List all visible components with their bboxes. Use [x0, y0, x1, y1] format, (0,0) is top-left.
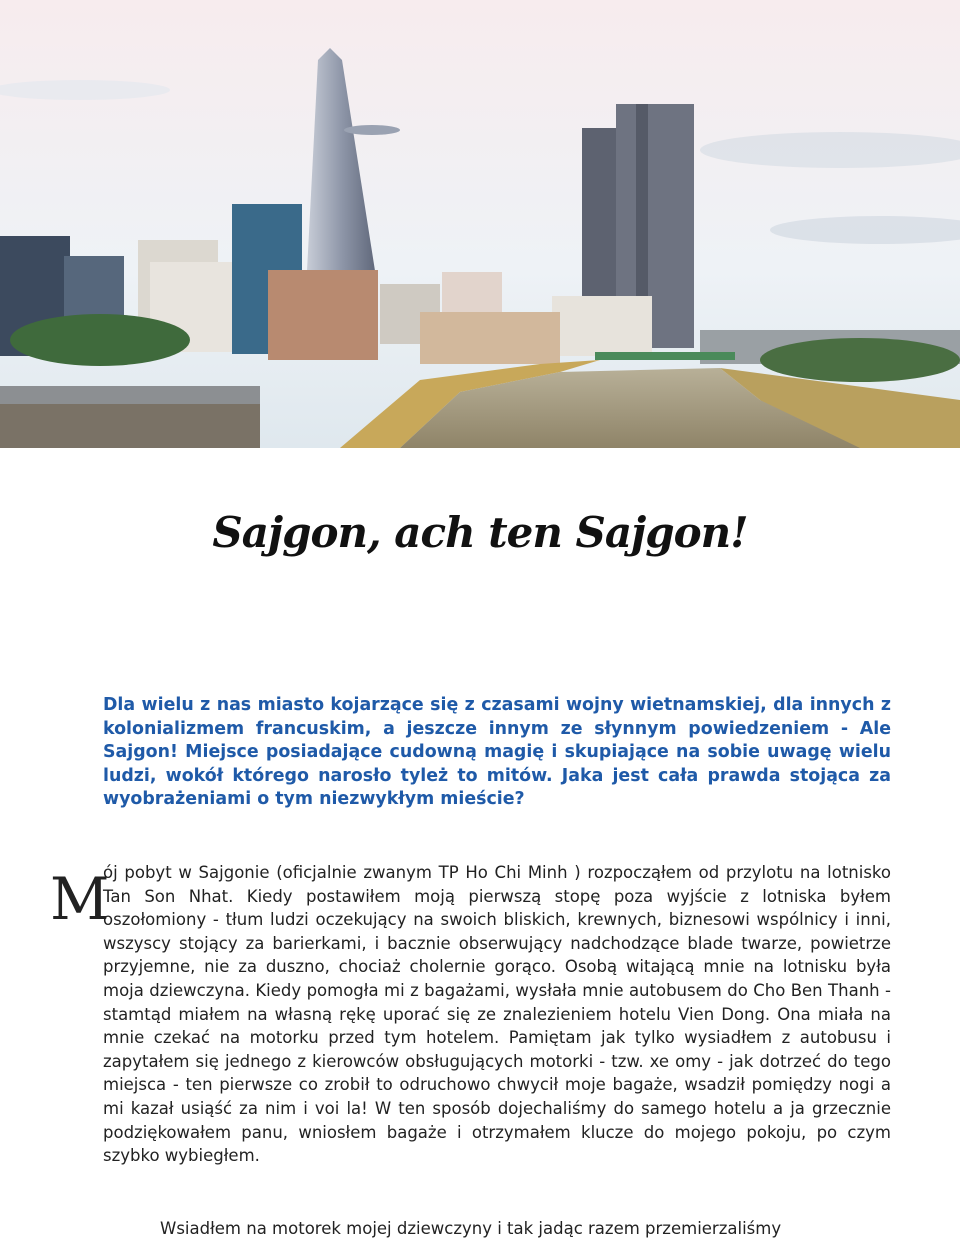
- body-paragraph-2: Wsiadłem na motorek mojej dziewczyny i tak jadąc razem przemierzaliśmy: [160, 1219, 782, 1238]
- drop-cap: M: [50, 865, 110, 933]
- page-title: Sajgon, ach ten Sajgon!: [212, 508, 748, 557]
- lead-paragraph: Dla wielu z nas miasto kojarzące się z czasami wojny wietnamskiej, dla innych z kolonializmem francuskim, a jeszcze innym ze słynnym powiedzeniem - Ale Sajgon! Miejsce posiadające cudowną magię i skupiające na sobie uwagę wielu ludzi, wokół którego narosło tyleż to mitów. Jaka jest cała prawda stojąca za wyobrażeniami o tym niezwykłym mieście?: [103, 695, 891, 810]
- body-paragraph: ój pobyt w Sajgonie (oficjalnie zwanym TP Ho Chi Minh ) rozpocząłem od przylotu na lotnisko Tan Son Nhat. Kiedy postawiłem moją pierwszą stopę poza wyjście z lotniska byłem oszołomiony - tłum ludzi oczekujący na swoich bliskich, krewnych, biznesowi wspólnicy i inni, wszyscy stojący za barierkami, i bacznie obserwujący nadchodzące blade twarze, powietrze przyjemne, nie za duszno, chociaż cholernie gorąco. Osobą witającą mnie na lotnisku była moja dziewczyna. Kiedy pomogła mi z bagażami, wysłała mnie autobusem do Cho Ben Thanh - stamtąd miałem na własną rękę uporać się ze znalezieniem hotelu Vien Dong. Ona miała na mnie czekać na motorku przed tym hotelem. Pamiętam jak tylko wysiadłem z autobusu i zapytałem się jednego z kierowców obsługujących motorki - tzw. xe omy - jak dotrzeć do tego miejsca - ten pierwsze co zrobił to odruchowo chwycił moje bagaże, wsadził pomiędzy nogi a mi kazał usiąść za nim i voi la! W ten sposób dojechaliśmy do samego hotelu a ja grzecznie podziękowałem panu, wniosłem bagaże i otrzymałem klucze do mojego pokoju, po czym szybko wybiegłem.: [103, 863, 891, 1166]
- hero-photo: [0, 0, 960, 448]
